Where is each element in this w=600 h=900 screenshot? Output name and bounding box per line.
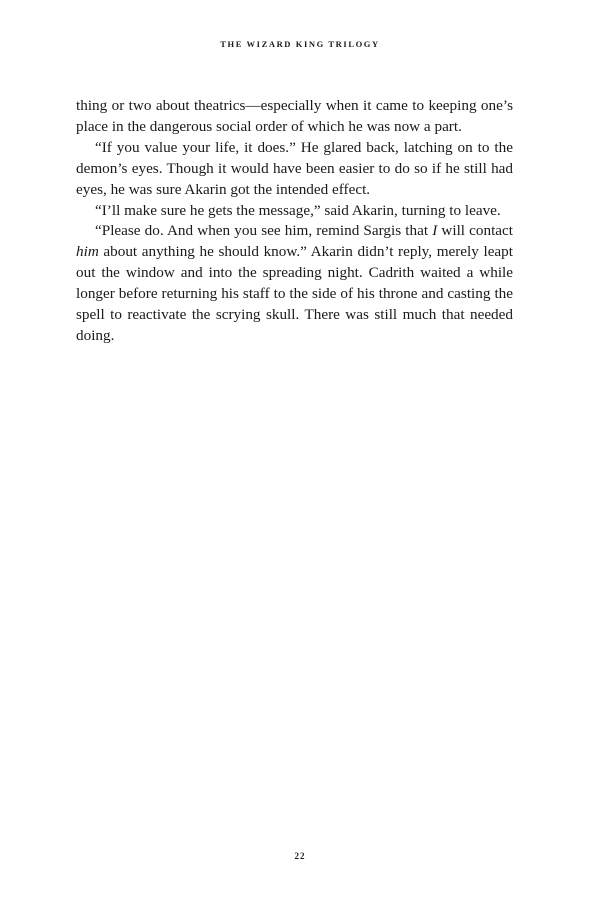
text-run: “Please do. And when you see him, remind Sargis that (95, 222, 433, 240)
emphasis-text: him (76, 243, 99, 261)
body-text (76, 96, 513, 347)
paragraph: “I’ll make sure he gets the message,” said Akarin, turning to leave. (95, 201, 501, 219)
paragraph: thing or two about theatrics—especially when it came to keeping one’s place in the dangerous social order of which he was now a part. (76, 97, 513, 135)
paragraph (76, 221, 513, 346)
running-head: THE WIZARD KING TRILOGY (220, 39, 380, 49)
text-run: about anything he should know.” Akarin didn’t reply, merely leapt out the window and into the spreading night. Cadrith waited a while longer before returning his staff to the side of his throne and casting the spell to reactivate the scrying skull. There was still much that needed doing. (76, 243, 513, 344)
page-number: 22 (294, 851, 306, 861)
emphasis-text: I (432, 222, 438, 240)
text-run: will contact (437, 222, 513, 240)
paragraph: “If you value your life, it does.” He glared back, latching on to the demon’s eyes. Though it would have been easier to do so if he still had eyes, he was sure Akarin got the intended effect. (76, 138, 513, 198)
